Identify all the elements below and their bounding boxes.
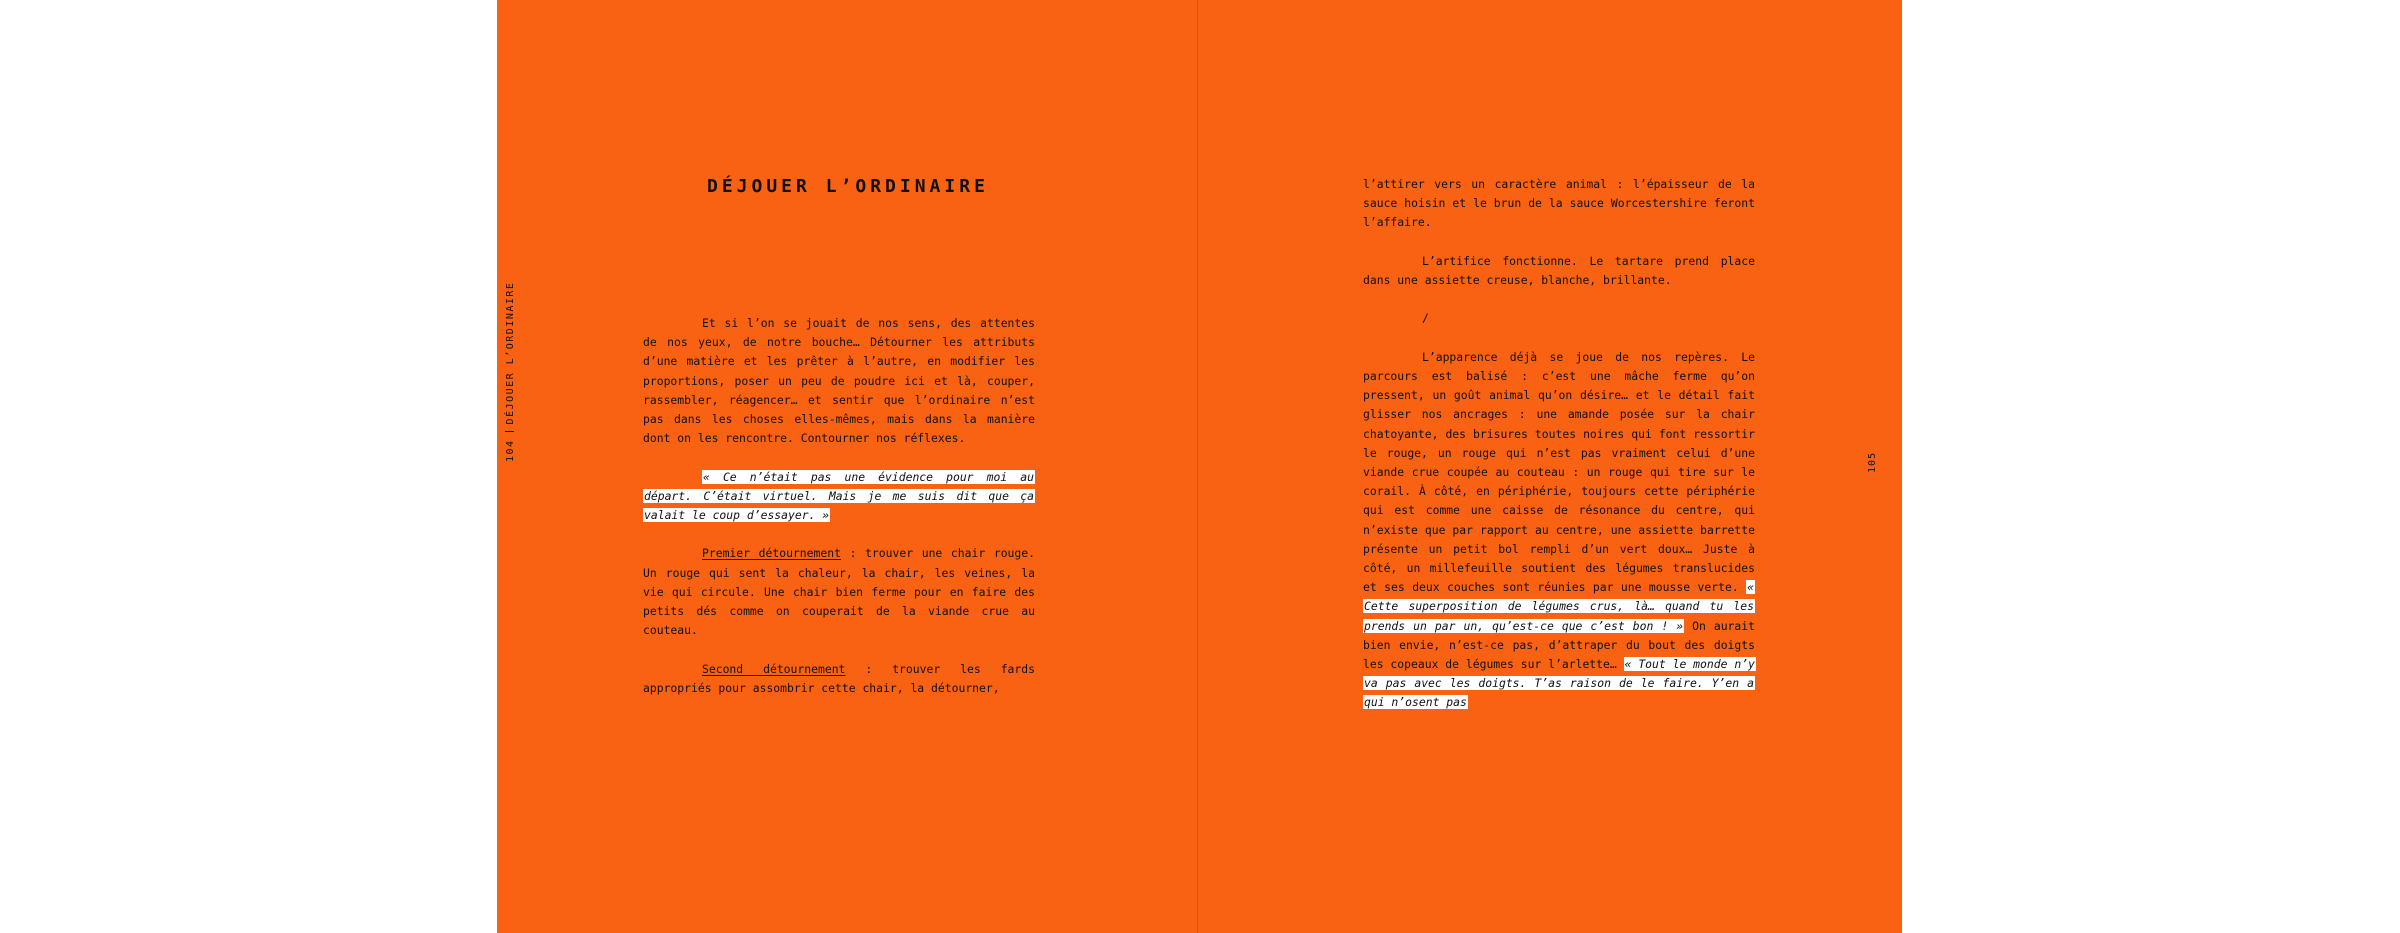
paragraph-second-detour [643, 660, 1035, 698]
first-detour-label: Premier détournement [702, 546, 841, 561]
appearance-text-continued: On aurait bien envie, n’est-ce pas, d’attraper du bout des doigts les copeaux de légumes sur l’arlette… [1363, 618, 1755, 672]
paragraph-appearance [1363, 348, 1755, 713]
left-column [643, 314, 1035, 717]
appearance-text: L’apparence déjà se joue de nos repères. Le parcours est balisé : c’est une mâche ferme qu’on pressent, un goût animal qu’on désire… et le détail fait glisser nos ancrages : une amande posée sur la chair chatoyante, des brisures toutes noires qui font ressortir le rouge, un rouge qui n’est pas vraiment celui d’une viande crue coupée au couteau : un rouge qui tire sur le corail. À côté, en périphérie, toujours cette périphérie qui est comme une caisse de résonance du centre, qui n’existe que par rapport au centre, une assiette barrette présente un petit bol rempli d’un vert doux… Juste à côté, un millefeuille soutient des légumes translucides et ses deux couches sont réunies par une mousse verte. [1363, 349, 1755, 595]
first-detour-text: : trouver une chair rouge. Un rouge qui sent la chaleur, la chair, les veines, la vie qui circule. Une chair bien ferme pour en faire des petits dés comme on couperait de la viande crue au couteau. [643, 546, 1035, 638]
highlighted-quote-fingers: « Tout le monde n’y va pas avec les doigts. T’as raison de le faire. Y’en a qui n’osent pas [1364, 657, 1755, 710]
page-title: DÉJOUER L’ORDINAIRE [707, 176, 989, 197]
running-head-left [505, 282, 516, 462]
folio-right: 105 [1867, 451, 1878, 473]
highlighted-quote-vegetables: « Cette superposition de légumes crus, là… quand tu les prends un par un, qu’est-ce que c’est bon ! » [1364, 580, 1754, 633]
paragraph-artifice: L’artifice fonctionne. Le tartare prend place dans une assiette creuse, blanche, brillante. [1363, 253, 1755, 287]
highlighted-quote: « Ce n’était pas une évidence pour moi au départ. C’était virtuel. Mais je me suis dit que ça valait le coup d’essayer. » [644, 469, 1034, 523]
right-column [1363, 175, 1755, 732]
paragraph-continuation: l’attirer vers un caractère animal : l’épaisseur de la sauce hoisin et le brun de la sauce Worcestershire feront l’affaire. [1363, 177, 1755, 230]
second-detour-text: : trouver les fards appropriés pour assombrir cette chair, la détourner, [643, 661, 1035, 695]
second-detour-label: Second détournement [702, 661, 846, 676]
page-gutter [1197, 0, 1198, 933]
folio-divider [505, 431, 514, 432]
running-head-title: DÉJOUER L’ORDINAIRE [505, 281, 516, 425]
book-spread [497, 0, 1902, 933]
section-separator: / [1422, 311, 1429, 326]
quote-paragraph [643, 468, 1035, 526]
paragraph-intro: Et si l’on se jouait de nos sens, des attentes de nos yeux, de notre bouche… Détourner les attributs d’une matière et les prêter à l’autre, en modifier les proportions, poser un peu de poudre ici et là, couper, rassembler, réagencer… et sentir que l’ordinaire n’est pas dans les choses elles-mêmes, mais dans la manière dont on les rencontre. Contourner nos réflexes. [643, 316, 1035, 446]
folio-left: 104 [505, 439, 516, 462]
paragraph-first-detour [643, 544, 1035, 640]
